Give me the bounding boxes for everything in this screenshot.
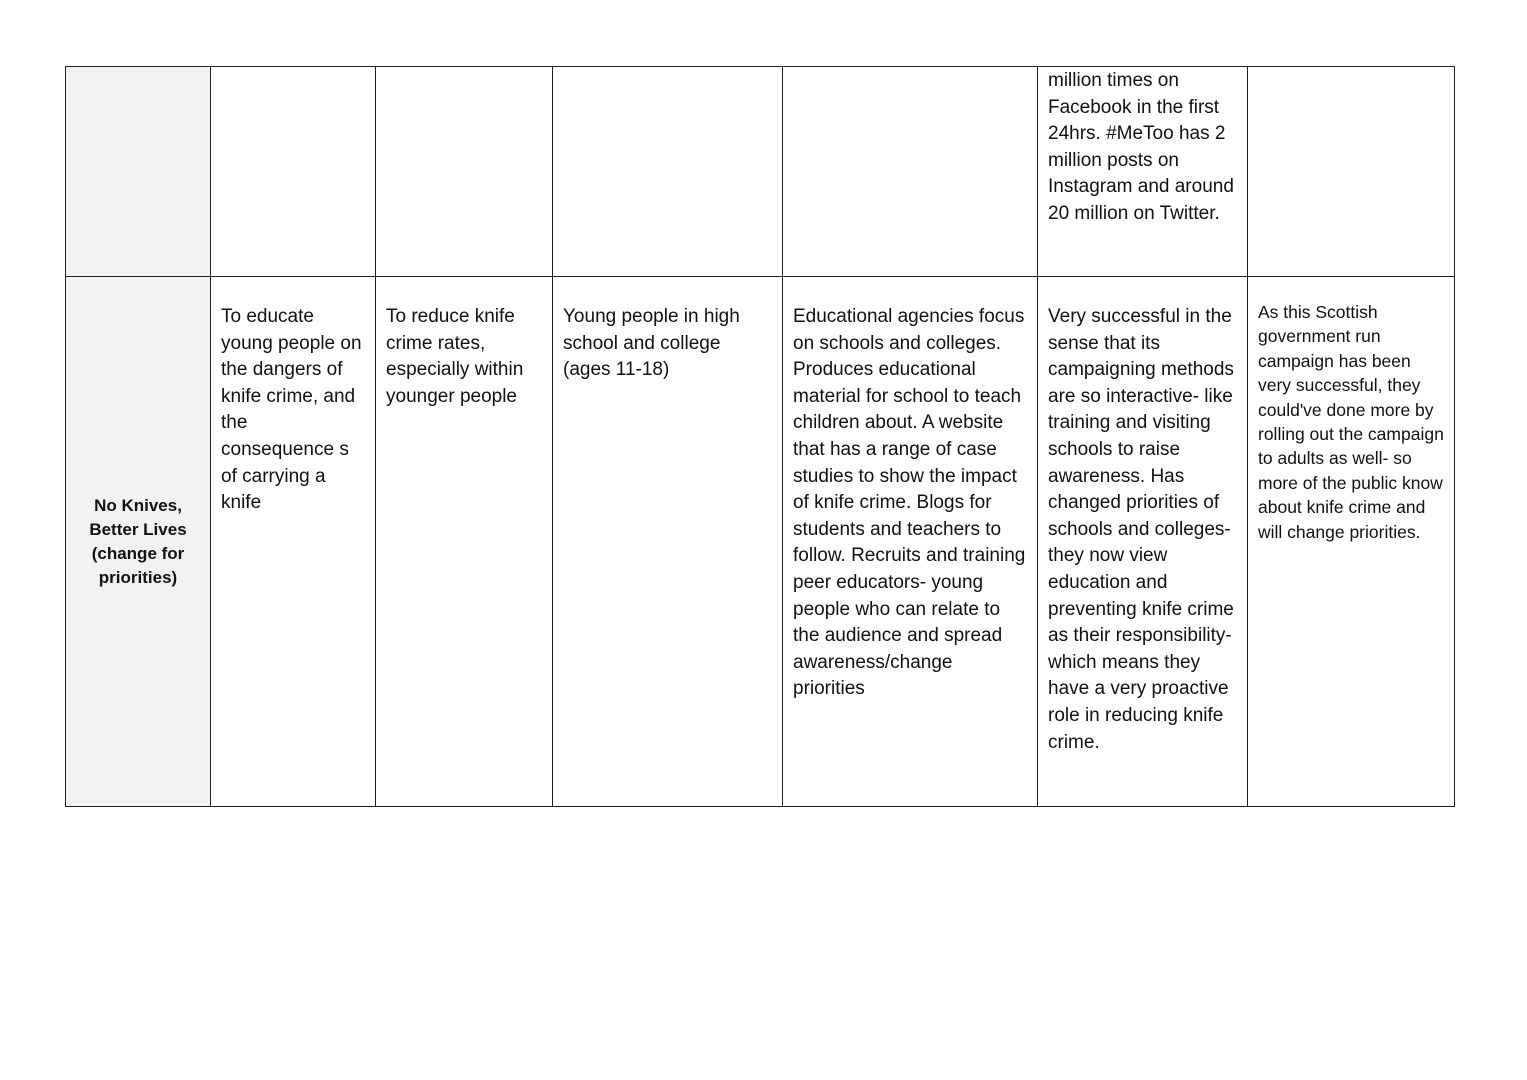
methods-cell <box>783 277 1038 807</box>
target-audience-text: Young people in high school and college (ages 11-18) <box>563 306 740 381</box>
objectives-text: To reduce knife crime rates, especially within younger people <box>386 306 524 407</box>
table-row <box>66 277 1455 807</box>
table-row <box>66 67 1455 277</box>
campaign-name: No Knives, Better Lives (change for priorities) <box>89 495 187 587</box>
improvements-cell <box>1248 67 1455 277</box>
objectives-cell <box>376 277 553 807</box>
success-cell <box>1038 67 1248 277</box>
campaign-name-cell <box>66 277 211 807</box>
aims-cell <box>211 67 376 277</box>
improvements-text: As this Scottish government run campaign has been very successful, they could've done more by rolling out the campaign to adults as well- so more of the public know about knife crime and will change priorities. <box>1258 302 1444 542</box>
target-audience-cell <box>553 277 783 807</box>
methods-cell <box>783 67 1038 277</box>
success-text: Very successful in the sense that its campaigning methods are so interactive- like training and visiting schools to raise awareness. Has changed priorities of schools and colleges- they now view education and preventing knife crime as their responsibility- which means they have a very proactive role in reducing knife crime. <box>1048 306 1234 753</box>
success-text: million times on Facebook in the first 24hrs. #MeToo has 2 million posts on Instagram and around 20 million on Twitter. <box>1048 70 1234 224</box>
target-audience-cell <box>553 67 783 277</box>
campaign-evaluation-table <box>65 66 1455 807</box>
objectives-cell <box>376 67 553 277</box>
aims-text: To educate young people on the dangers of knife crime, and the consequence s of carrying a knife <box>221 306 362 514</box>
aims-cell <box>211 277 376 807</box>
methods-text: Educational agencies focus on schools and colleges. Produces educational material for school to teach children about. A website that has a range of case studies to show the impact of knife crime. Blogs for students and teachers to follow. Recruits and training peer educators- young people who can relate to the audience and spread awareness/change priorities <box>793 306 1026 700</box>
improvements-cell <box>1248 277 1455 807</box>
success-cell <box>1038 277 1248 807</box>
campaign-name-cell <box>66 67 211 277</box>
